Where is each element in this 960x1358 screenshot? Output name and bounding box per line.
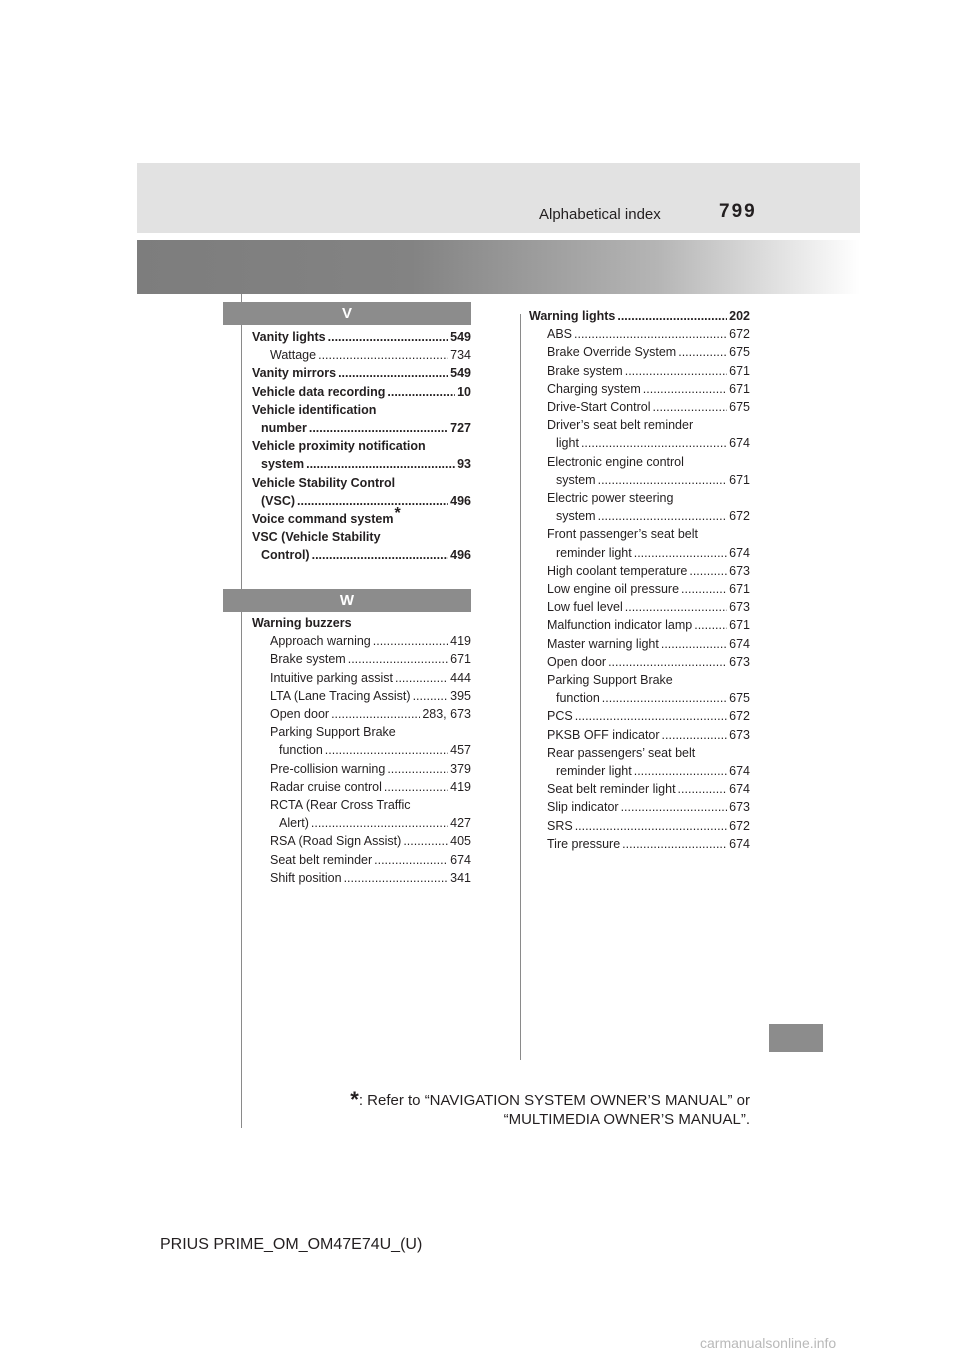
leader-dots [374, 851, 448, 869]
index-entry-page: 672 [729, 327, 750, 342]
index-entry-label: Seat belt reminder light [547, 782, 676, 797]
index-entry-page: 673 [729, 563, 750, 578]
index-entry [252, 669, 471, 687]
index-entry [252, 632, 471, 650]
leader-dots [602, 689, 727, 707]
index-entry-page: 457 [450, 743, 471, 758]
index-entry-page: 496 [450, 493, 471, 508]
footnote-line-2: “MULTIMEDIA OWNER’S MANUAL”. [503, 1111, 750, 1128]
leader-dots [338, 364, 448, 382]
index-entry-label-cont: function [279, 743, 323, 758]
index-entry-page: 674 [729, 636, 750, 651]
index-entry [252, 687, 471, 705]
index-entry [252, 383, 471, 401]
leader-dots [634, 544, 727, 562]
leader-dots [373, 632, 448, 650]
leader-dots [387, 383, 455, 401]
index-entry [252, 705, 471, 723]
index-entry [529, 671, 750, 707]
index-entry-page: 549 [450, 366, 471, 381]
index-list-v [252, 328, 471, 565]
index-entry-page: 674 [729, 436, 750, 451]
index-entry-label: Low fuel level [547, 600, 623, 615]
right-column [529, 307, 750, 853]
index-entry-label: Rear passengers’ seat belt [547, 745, 696, 760]
index-entry [252, 364, 471, 382]
index-entry-page: 671 [729, 381, 750, 396]
index-entry-page: 673 [729, 600, 750, 615]
index-entry [252, 723, 471, 759]
asterisk-mark: * [394, 505, 401, 523]
index-entry [252, 869, 471, 887]
index-entry-page: 672 [729, 818, 750, 833]
index-entry-label: Tire pressure [547, 836, 621, 851]
leader-dots [678, 343, 727, 361]
leader-dots [643, 380, 727, 398]
index-entry-page: 674 [450, 852, 471, 867]
index-entry-label: Driver’s seat belt reminder [547, 418, 694, 433]
leader-dots [328, 328, 449, 346]
index-entry-label: Front passenger’s seat belt [547, 527, 699, 542]
left-column-rule [241, 294, 242, 1128]
index-entry [529, 307, 750, 325]
index-entry [529, 562, 750, 580]
leader-dots [625, 362, 727, 380]
index-entry-page: 395 [450, 688, 471, 703]
index-entry-page: 671 [450, 652, 471, 667]
index-entry [529, 780, 750, 798]
index-entry [529, 453, 750, 489]
index-entry [529, 798, 750, 816]
index-entry-label: Drive-Start Control [547, 400, 651, 415]
index-entry-label: Brake system [270, 652, 346, 667]
index-entry-page: 673 [729, 727, 750, 742]
leader-dots [306, 455, 455, 473]
index-entry [252, 437, 471, 473]
index-entry-label: LTA (Lane Tracing Assist) [270, 688, 411, 703]
index-entry-label: Malfunction indicator lamp [547, 618, 693, 633]
index-entry-label: Vanity lights [252, 330, 326, 344]
leader-dots [625, 598, 727, 616]
footnote [340, 1088, 750, 1129]
index-entry [252, 505, 471, 528]
index-entry-label-cont: number [261, 421, 307, 436]
index-entry [252, 528, 471, 564]
leader-dots [622, 835, 727, 853]
index-entry [529, 598, 750, 616]
index-entry-label: Parking Support Brake [270, 725, 396, 740]
index-entry-label-cont: light [556, 436, 579, 451]
index-entry [252, 796, 471, 832]
index-entry [252, 760, 471, 778]
leader-dots [311, 814, 448, 832]
index-entry [529, 726, 750, 744]
index-entry [529, 525, 750, 561]
index-entry-page: 496 [450, 548, 471, 563]
index-entry-label: Warning lights [529, 309, 616, 323]
index-entry [529, 416, 750, 452]
index-entry-page: 671 [729, 363, 750, 378]
leader-dots [325, 741, 448, 759]
chapter-gradient-band [137, 240, 860, 294]
index-entry-label-cont: system [556, 509, 596, 524]
index-entry-label: RSA (Road Sign Assist) [270, 834, 402, 849]
leader-dots [662, 726, 728, 744]
index-entry-label: Vehicle identification [252, 402, 377, 417]
index-entry-page: 672 [729, 709, 750, 724]
section-header-v: V [223, 302, 471, 325]
index-entry-page: 673 [729, 800, 750, 815]
index-entry-label: Electric power steering [547, 491, 674, 506]
index-entry-label: Low engine oil pressure [547, 582, 680, 597]
leader-dots [384, 778, 448, 796]
index-entry-label: Open door [270, 707, 330, 722]
index-entry-page: 671 [729, 618, 750, 633]
index-entry-label: Vehicle data recording [252, 384, 386, 399]
index-entry [529, 325, 750, 343]
index-entry [252, 346, 471, 364]
index-entry-label: Slip indicator [547, 800, 619, 815]
index-entry-page: 672 [729, 509, 750, 524]
leader-dots [575, 707, 727, 725]
index-entry-page: 675 [729, 345, 750, 360]
leader-dots [678, 780, 728, 798]
index-entry-label: Wattage [270, 348, 317, 363]
index-entry [252, 832, 471, 850]
index-entry-label: High coolant temperature [547, 563, 688, 578]
index-entry-label: PKSB OFF indicator [547, 727, 660, 742]
leader-dots [387, 760, 448, 778]
leader-dots [297, 492, 448, 510]
index-entry-label: Charging system [547, 381, 641, 396]
index-entry [529, 580, 750, 598]
leader-dots [403, 832, 448, 850]
index-entry [529, 398, 750, 416]
index-entry-page: 674 [729, 545, 750, 560]
leader-dots [331, 705, 420, 723]
index-entry [529, 380, 750, 398]
index-entry-page: 379 [450, 761, 471, 776]
index-entry-label: ABS [547, 327, 573, 342]
leader-dots [413, 687, 449, 705]
watermark: carmanualsonline.info [700, 1335, 837, 1351]
index-entry-page: 734 [450, 348, 471, 363]
page-number: 799 [719, 201, 757, 222]
index-entry [252, 328, 471, 346]
leader-dots [318, 346, 448, 364]
index-entry [529, 362, 750, 380]
chapter-tab-marker [769, 1024, 823, 1052]
leader-dots [681, 580, 727, 598]
index-entry-page: 674 [729, 764, 750, 779]
index-entry-page: 341 [450, 870, 471, 885]
index-entry-label-cont: reminder light [556, 545, 632, 560]
index-entry [529, 835, 750, 853]
index-entry-page: 10 [457, 384, 471, 399]
leader-dots [344, 869, 449, 887]
index-entry [529, 817, 750, 835]
index-entry-label: Vehicle Stability Control [252, 475, 396, 490]
leader-dots [661, 635, 727, 653]
index-entry [252, 851, 471, 869]
document-code: PRIUS PRIME_OM_OM47E74U_(U) [160, 1236, 423, 1253]
index-list-w [252, 614, 471, 887]
middle-column-rule [520, 314, 521, 1060]
index-entry-label: Open door [547, 654, 607, 669]
leader-dots [617, 307, 727, 325]
index-entry-label: Vanity mirrors [252, 366, 337, 381]
index-entry-label: Approach warning [270, 634, 371, 649]
index-entry-page: 93 [457, 457, 471, 472]
index-entry-label-cont: system [261, 457, 305, 472]
index-entry [529, 343, 750, 361]
index-entry-page: 673 [729, 654, 750, 669]
index-heading-label: Warning buzzers [252, 616, 352, 630]
leader-dots [694, 616, 727, 634]
index-entry-page: 675 [729, 400, 750, 415]
leader-dots [395, 669, 448, 687]
index-entry-page: 549 [450, 330, 471, 344]
leader-dots [634, 762, 727, 780]
index-entry-label-cont: Alert) [279, 816, 309, 831]
index-entry-page: 444 [450, 670, 471, 685]
index-entry-label: Master warning light [547, 636, 659, 651]
index-entry-label: Voice command system [252, 512, 394, 527]
index-entry-label: Radar cruise control [270, 779, 382, 794]
index-entry-page: 674 [729, 782, 750, 797]
index-entry-label-cont: (VSC) [261, 493, 296, 508]
index-entry-label: Intuitive parking assist [270, 670, 393, 685]
index-entry-label: Pre-collision warning [270, 761, 386, 776]
footnote-asterisk: * [350, 1087, 359, 1112]
index-entry-label: RCTA (Rear Cross Traffic [270, 798, 411, 813]
index-heading [252, 614, 471, 632]
index-entry [529, 489, 750, 525]
header-title: Alphabetical index [539, 206, 661, 223]
footnote-line-1: : Refer to “NAVIGATION SYSTEM OWNER’S MANUAL” or [358, 1092, 750, 1109]
index-entry-label: Shift position [270, 870, 342, 885]
leader-dots [581, 434, 727, 452]
index-entry-label: Seat belt reminder [270, 852, 373, 867]
index-entry-page: 671 [729, 472, 750, 487]
index-entry [252, 650, 471, 668]
index-entry-page: 419 [450, 634, 471, 649]
leader-dots [575, 817, 727, 835]
index-entry [529, 653, 750, 671]
index-entry-page: 405 [450, 834, 471, 849]
index-entry [252, 778, 471, 796]
index-entry [252, 401, 471, 437]
index-entry-page: 671 [729, 582, 750, 597]
index-entry-label: Parking Support Brake [547, 673, 673, 688]
index-entry [252, 474, 471, 510]
index-entry [529, 744, 750, 780]
index-entry-page: 283, 673 [422, 707, 471, 722]
index-entry-page: 419 [450, 779, 471, 794]
leader-dots [598, 507, 728, 525]
index-entry-label: Brake system [547, 363, 623, 378]
leader-dots [574, 325, 727, 343]
index-entry-label: PCS [547, 709, 573, 724]
index-entry-label-cont: system [556, 472, 596, 487]
leader-dots [348, 650, 448, 668]
index-entry [529, 707, 750, 725]
leader-dots [598, 471, 728, 489]
index-entry [529, 616, 750, 634]
index-entry-label-cont: function [556, 691, 600, 706]
index-entry-page: 675 [729, 691, 750, 706]
leader-dots [621, 798, 728, 816]
index-entry-label: Vehicle proximity notification [252, 439, 426, 454]
index-entry-label-cont: reminder light [556, 764, 632, 779]
leader-dots [608, 653, 727, 671]
section-header-w: W [223, 589, 471, 612]
leader-dots [312, 546, 449, 564]
index-entry-label-cont: Control) [261, 548, 310, 563]
left-column [252, 0, 471, 1358]
index-entry-label: Electronic engine control [547, 454, 684, 469]
index-entry-page: 427 [450, 816, 471, 831]
leader-dots [689, 562, 727, 580]
index-entry-label: Brake Override System [547, 345, 677, 360]
index-entry [529, 635, 750, 653]
leader-dots [309, 419, 448, 437]
index-entry-page: 674 [729, 836, 750, 851]
leader-dots [653, 398, 728, 416]
index-entry-label: VSC (Vehicle Stability [252, 530, 381, 545]
index-entry-page: 202 [729, 309, 750, 323]
index-entry-label: SRS [547, 818, 573, 833]
index-entry-page: 727 [450, 421, 471, 436]
